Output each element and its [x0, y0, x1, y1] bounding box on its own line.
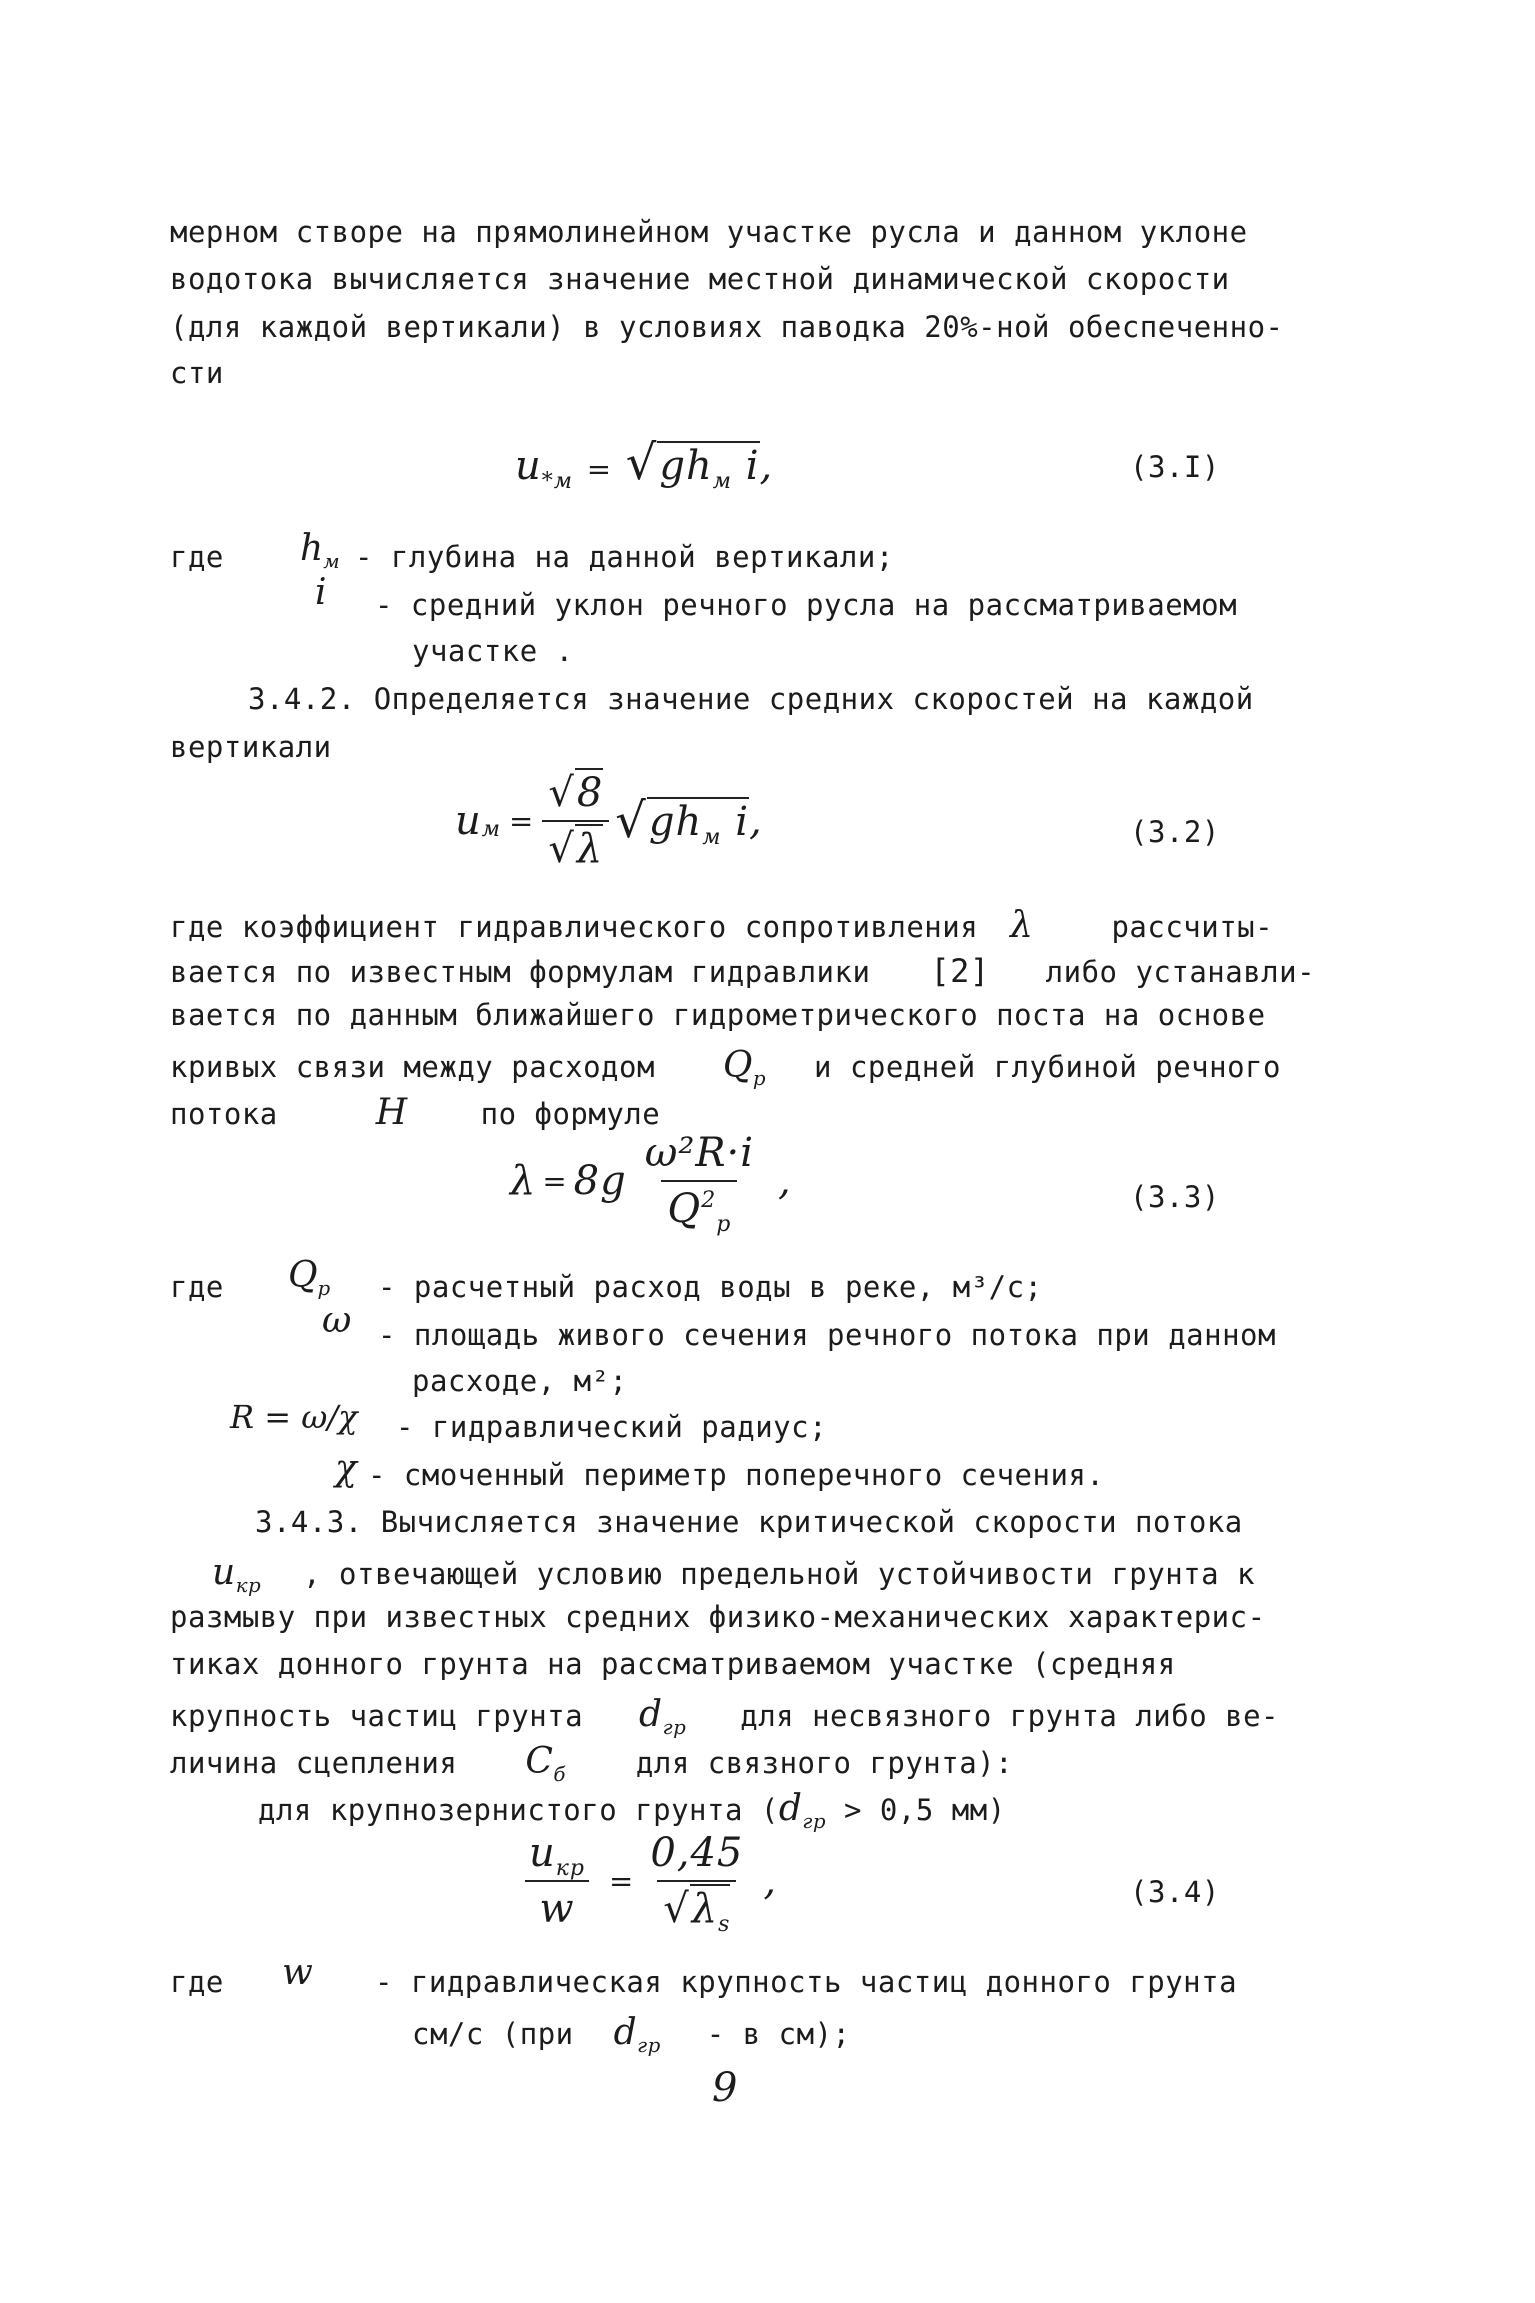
- definition: - расчетный расход воды в реке, м³/с;: [378, 1270, 1043, 1304]
- equation-3-4: $\frac{u_{кр}}{w}$ = $\frac{0,45}{√\lambda_s}$ ,: [515, 1830, 777, 1932]
- where-label: где: [170, 540, 224, 574]
- text-line: крупность частиц грунта $d_{гр}$ для несвязного грунта либо ве-: [170, 1694, 1280, 1739]
- definition: расходе, м²;: [412, 1364, 628, 1398]
- symbol-omega: ω: [322, 1300, 352, 1341]
- text-line: сти: [170, 356, 224, 390]
- text-line: кривых связи между расходом $Q_р$ и средней глубиной речного: [170, 1045, 1281, 1090]
- definition: - глубина на данной вертикали;: [355, 540, 894, 574]
- text-line: размыву при известных средних физико-механических характерис-: [170, 1600, 1266, 1634]
- symbol-w: w: [282, 1952, 313, 1993]
- text-line: где коэффициент гидравлического сопротивления λ рассчиты-: [170, 905, 1274, 946]
- equation-3-2: u м = $\frac{√8}{√\lambda}$ √ $gh_м$ i ,: [455, 770, 763, 872]
- text-line: потока H по формуле: [170, 1092, 661, 1133]
- definition: - смоченный периметр поперечного сечения.: [368, 1458, 1105, 1492]
- where-label: где: [170, 1965, 224, 1999]
- equation-number: (3.2): [1130, 815, 1220, 849]
- text-line: водотока вычисляется значение местной динамической скорости: [170, 262, 1230, 296]
- text-line: личина сцепления $C_б$ для связного грунта):: [170, 1741, 1014, 1786]
- text-line: мерном створе на прямолинейном участке русла и данном уклоне: [170, 215, 1248, 249]
- symbol-hydraulic-radius: R = ω/χ: [230, 1398, 358, 1436]
- text-line: вается по данным ближайшего гидрометрического поста на основе: [170, 998, 1266, 1032]
- equation-number: (3.I): [1130, 450, 1220, 484]
- symbol-i: i: [315, 572, 327, 613]
- text-line: $u_{кр}$ , отвечающей условию предельной устойчивости грунта к: [212, 1552, 1255, 1597]
- section-heading: 3.4.2. Определяется значение средних скоростей на каждой: [248, 682, 1254, 716]
- definition: см/с (при $d_{гр}$ - в см);: [412, 2012, 851, 2057]
- where-label: где: [170, 1270, 224, 1304]
- symbol-q-p: $Q_р$: [288, 1255, 331, 1300]
- text-line: (для каждой вертикали) в условиях паводка 20%-ной обеспеченно-: [170, 310, 1284, 344]
- definition: - средний уклон речного русла на рассматриваемом: [375, 588, 1238, 622]
- page-number: 9: [712, 2065, 739, 2111]
- definition: - гидравлический радиус;: [396, 1410, 828, 1444]
- text-line: вертикали: [170, 730, 332, 764]
- text-line: вается по известным формулам гидравлики [2] либо устанавли-: [170, 952, 1316, 990]
- section-heading: 3.4.3. Вычисляется значение критической скорости потока: [255, 1505, 1243, 1539]
- definition: - гидравлическая крупность частиц донного грунта: [375, 1965, 1238, 1999]
- equation-3-1: $u_{*м} = √gh_м$ i,: [515, 435, 774, 494]
- definition: - площадь живого сечения речного потока при данном: [378, 1318, 1276, 1352]
- equation-3-3: λ = 8g $\frac{\text{ω²R·i}}{Q^2_р}$ ,: [510, 1130, 792, 1237]
- equation-number: (3.3): [1130, 1180, 1220, 1214]
- definition: участке .: [412, 634, 574, 668]
- symbol-chi: χ: [335, 1448, 357, 1489]
- text-line: тиках донного грунта на рассматриваемом участке (средняя: [170, 1647, 1176, 1681]
- text-line: для крупнозернистого грунта ($d_{гр} > 0,5$ мм): [258, 1788, 1006, 1833]
- symbol-h-m: $h_м$: [300, 528, 340, 573]
- equation-number: (3.4): [1130, 1875, 1220, 1909]
